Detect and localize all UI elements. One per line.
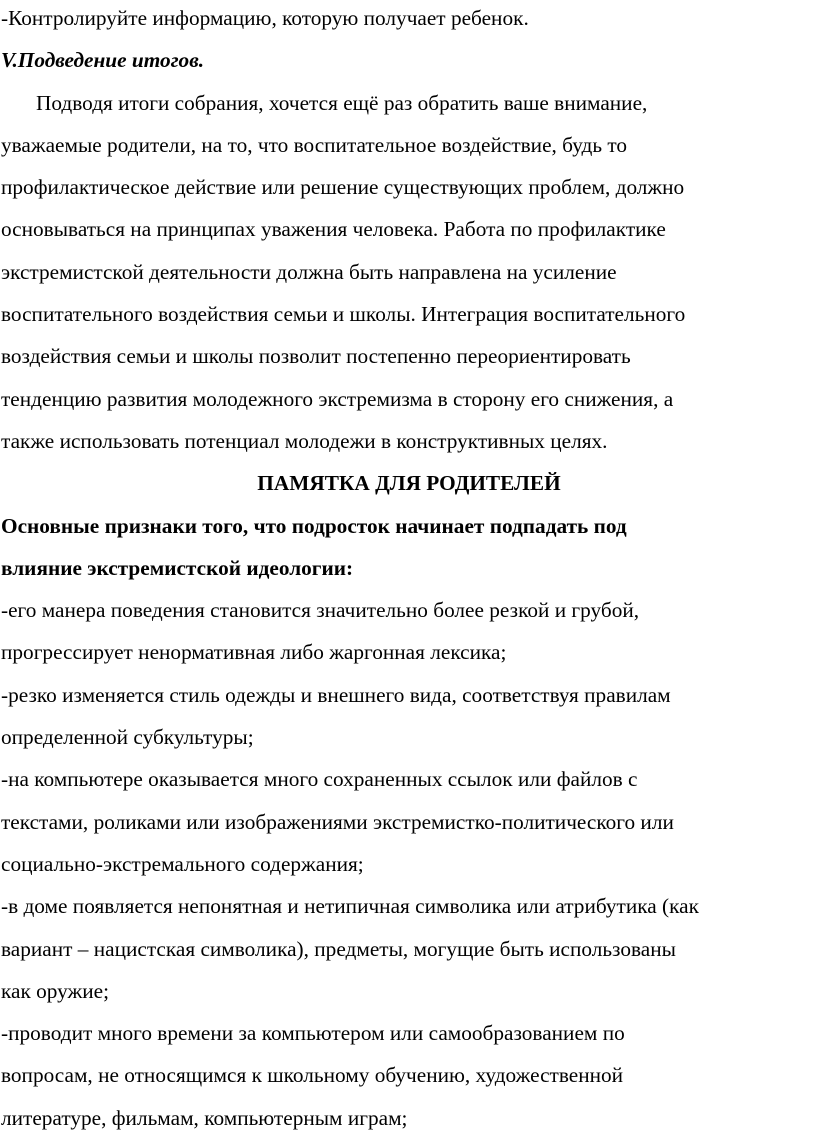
memo-subtitle-line: Основные признаки того, что подросток начинает подпадать под (1, 513, 627, 538)
memo-subtitle (1, 505, 816, 590)
paragraph-line: основываться на принципах уважения человека. Работа по профилактике (1, 217, 666, 242)
list-item-line: социально-экстремального содержания; (1, 851, 364, 876)
paragraph-line: воспитательного воздействия семьи и школы. Интеграция воспитательного (1, 302, 686, 327)
list-item-line: прогрессирует ненормативная либо жаргонная лексика; (1, 640, 507, 665)
list-item-line: как оружие; (1, 978, 110, 1003)
paragraph-line: уважаемые родители, на то, что воспитательное воздействие, будь то (1, 132, 628, 157)
list-item-line: вариант – нацистская символика), предметы, могущие быть использованы (1, 936, 676, 961)
paragraph-line: также использовать потенциал молодежи в конструктивных целях. (1, 428, 608, 453)
list-item-line: -на компьютере оказывается много сохраненных ссылок или файлов с (1, 767, 638, 792)
summary-paragraph (1, 82, 816, 463)
paragraph-line: профилактическое действие или решение существующих проблем, должно (1, 175, 685, 200)
paragraph-line: экстремистской деятельности должна быть направлена на усиление (1, 259, 617, 284)
paragraph-line: Подводя итоги собрания, хочется ещё раз обратить ваше внимание, (36, 90, 648, 115)
list-item-line: -его манера поведения становится значительно более резкой и грубой, (1, 598, 640, 623)
intro-line: -Контролируйте информацию, которую получает ребенок. (1, 6, 529, 30)
signs-list (1, 589, 816, 1139)
list-item-line: текстами, роликами или изображениями экстремистко-политического или (1, 809, 674, 834)
list-item-line: определенной субкультуры; (1, 725, 254, 750)
memo-subtitle-line: влияние экстремистской идеологии: (1, 555, 354, 580)
paragraph-line: воздействия семьи и школы позволит постепенно переориентировать (1, 344, 631, 369)
list-item-line: вопросам, не относящимся к школьному обучению, художественной (1, 1063, 624, 1088)
section-heading: V.Подведение итогов. (1, 48, 205, 73)
paragraph-line: тенденцию развития молодежного экстремизма в сторону его снижения, а (1, 386, 674, 411)
list-item-line: -в доме появляется непонятная и нетипичная символика или атрибутика (как (1, 894, 699, 919)
memo-title: ПАМЯТКА ДЛЯ РОДИТЕЛЕЙ (257, 471, 561, 496)
list-item-line: литературе, фильмам, компьютерным играм; (1, 1105, 408, 1130)
list-item-line: -проводит много времени за компьютером или самообразованием по (1, 1021, 625, 1046)
list-item-line: -резко изменяется стиль одежды и внешнего вида, соответствуя правилам (1, 682, 671, 707)
